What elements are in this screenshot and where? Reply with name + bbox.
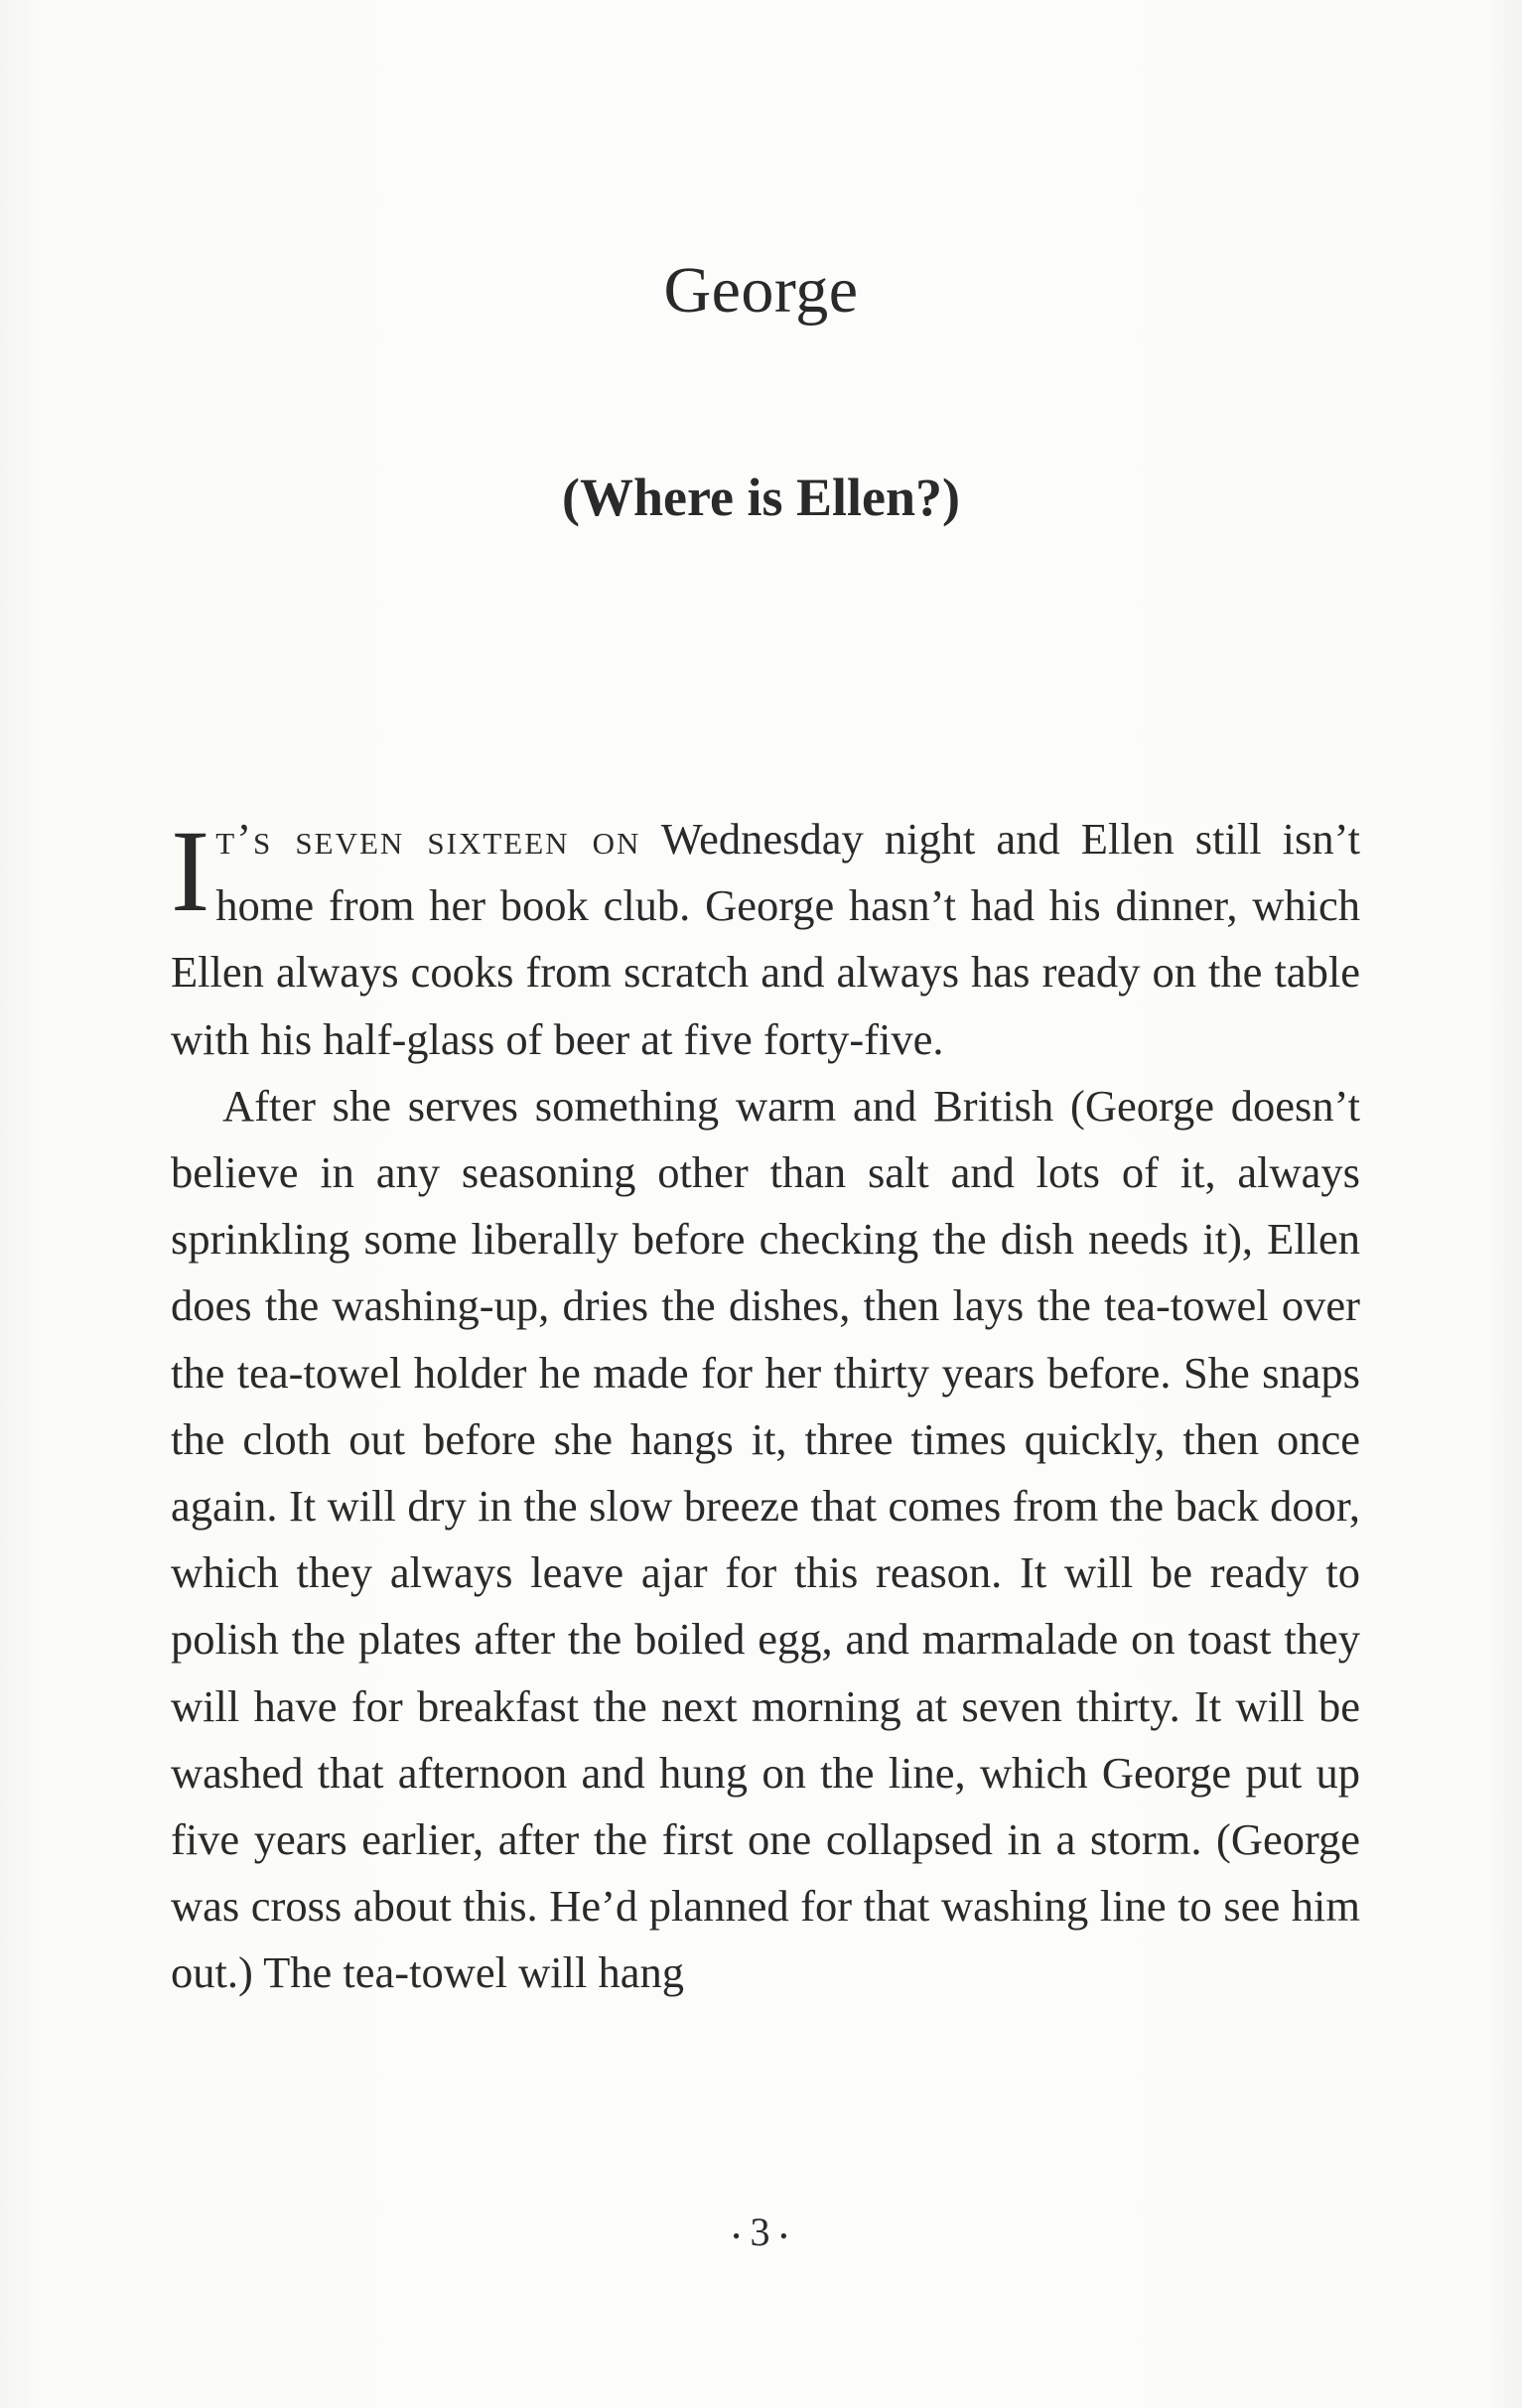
folio-ornament-left: • — [732, 2222, 743, 2248]
page-folio — [0, 2208, 1522, 2255]
folio-ornament-right: • — [779, 2222, 790, 2248]
chapter-body — [171, 806, 1360, 2007]
paragraph-1-text: Wednesday night and Ellen still isn’t home from her book club. George hasn’t had his dinner, which Ellen always cooks from scratch and always has ready on the table with his half-glass of beer at five forty-five. — [171, 814, 1360, 1064]
chapter-subtitle: (Where is Ellen?) — [562, 468, 960, 527]
drop-cap: I — [171, 806, 210, 936]
paragraph-2: After she serves something warm and British (George doesn’t believe in any seasoning other than salt and lots of it, always sprinkling some liberally before checking the dish needs it), Ellen does the washing-up, dries the dishes, then lays the tea-towel over the tea-towel holder he made for her thirty years before. She snaps the cloth out before she hangs it, three times quickly, then once again. It will dry in the slow breeze that comes from the back door, which they always leave ajar for this reason. It will be ready to polish the plates after the boiled egg, and marmalade on toast they will have for breakfast the next morning at seven thirty. It will be washed that afternoon and hung on the line, which George put up five years earlier, after the first one collapsed in a storm. (George was cross about this. He’d planned for that washing line to see him out.) The tea-towel will hang — [171, 1080, 1360, 1998]
chapter-title: George — [663, 254, 859, 327]
page-number: 3 — [750, 2209, 772, 2254]
paragraph-1 — [171, 806, 1360, 1073]
small-caps-lead: t’s seven sixteen on — [215, 814, 641, 864]
